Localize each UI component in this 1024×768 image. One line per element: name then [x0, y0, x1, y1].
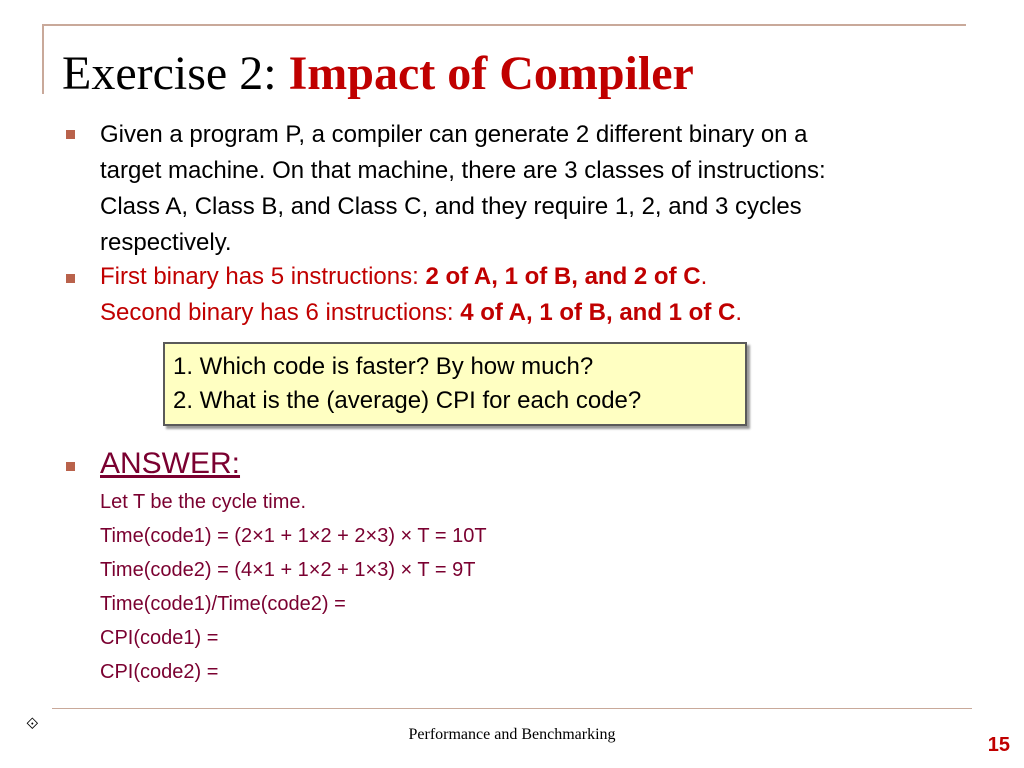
bullet-2-line-2 — [100, 295, 742, 331]
bullet-1-text — [100, 117, 826, 261]
bullet-2-line-1-end: . — [700, 263, 708, 290]
page-number: 15 — [987, 734, 1010, 756]
answer-line-2: Time(code1) = (2×1 + 1×2 + 2×3) × T = 10T — [100, 525, 487, 547]
answer-line-1: Let T be the cycle time. — [100, 491, 307, 513]
bullet-1-line-3: Class A, Class B, and Class C, and they require 1, 2, and 3 cycles — [100, 193, 802, 220]
diamond-icon: ⟐ — [26, 716, 39, 733]
bullet-1-line-2: target machine. On that machine, there are 3 classes of instructions: — [100, 157, 826, 184]
footer-title: Performance and Benchmarking — [408, 726, 616, 743]
bullet-marker — [66, 274, 75, 283]
question-box — [163, 342, 747, 426]
title-highlight: Impact of Compiler — [288, 47, 694, 100]
bullet-marker — [66, 130, 75, 139]
answer-heading: ANSWER: — [100, 447, 241, 480]
bullet-2-text — [100, 259, 742, 331]
bullet-marker — [66, 462, 75, 471]
bullet-2-line-2-bold: 4 of A, 1 of B, and 1 of C — [460, 299, 736, 326]
bullet-2-line-1 — [100, 259, 742, 295]
top-border-line — [42, 24, 966, 26]
answer-line-6: CPI(code2) = — [100, 661, 219, 683]
bullet-2-line-1-bold: 2 of A, 1 of B, and 2 of C — [425, 263, 701, 290]
question-2: 2. What is the (average) CPI for each code? — [173, 387, 642, 414]
question-1: 1. Which code is faster? By how much? — [173, 353, 594, 380]
bullet-2-line-1-text: First binary has 5 instructions: — [100, 263, 426, 290]
footer-divider — [52, 708, 972, 709]
left-border-line — [42, 24, 44, 94]
slide-title — [62, 46, 694, 102]
bullet-2-line-2-end: . — [735, 299, 742, 326]
answer-line-5: CPI(code1) = — [100, 627, 219, 649]
bullet-1-line-4: respectively. — [100, 229, 232, 256]
title-prefix: Exercise 2: — [62, 47, 289, 100]
bullet-2-line-2-text: Second binary has 6 instructions: — [100, 299, 461, 326]
answer-line-3: Time(code2) = (4×1 + 1×2 + 1×3) × T = 9T — [100, 559, 476, 581]
bullet-1-line-1: Given a program P, a compiler can generate 2 different binary on a — [100, 121, 808, 148]
answer-line-4: Time(code1)/Time(code2) = — [100, 593, 346, 615]
